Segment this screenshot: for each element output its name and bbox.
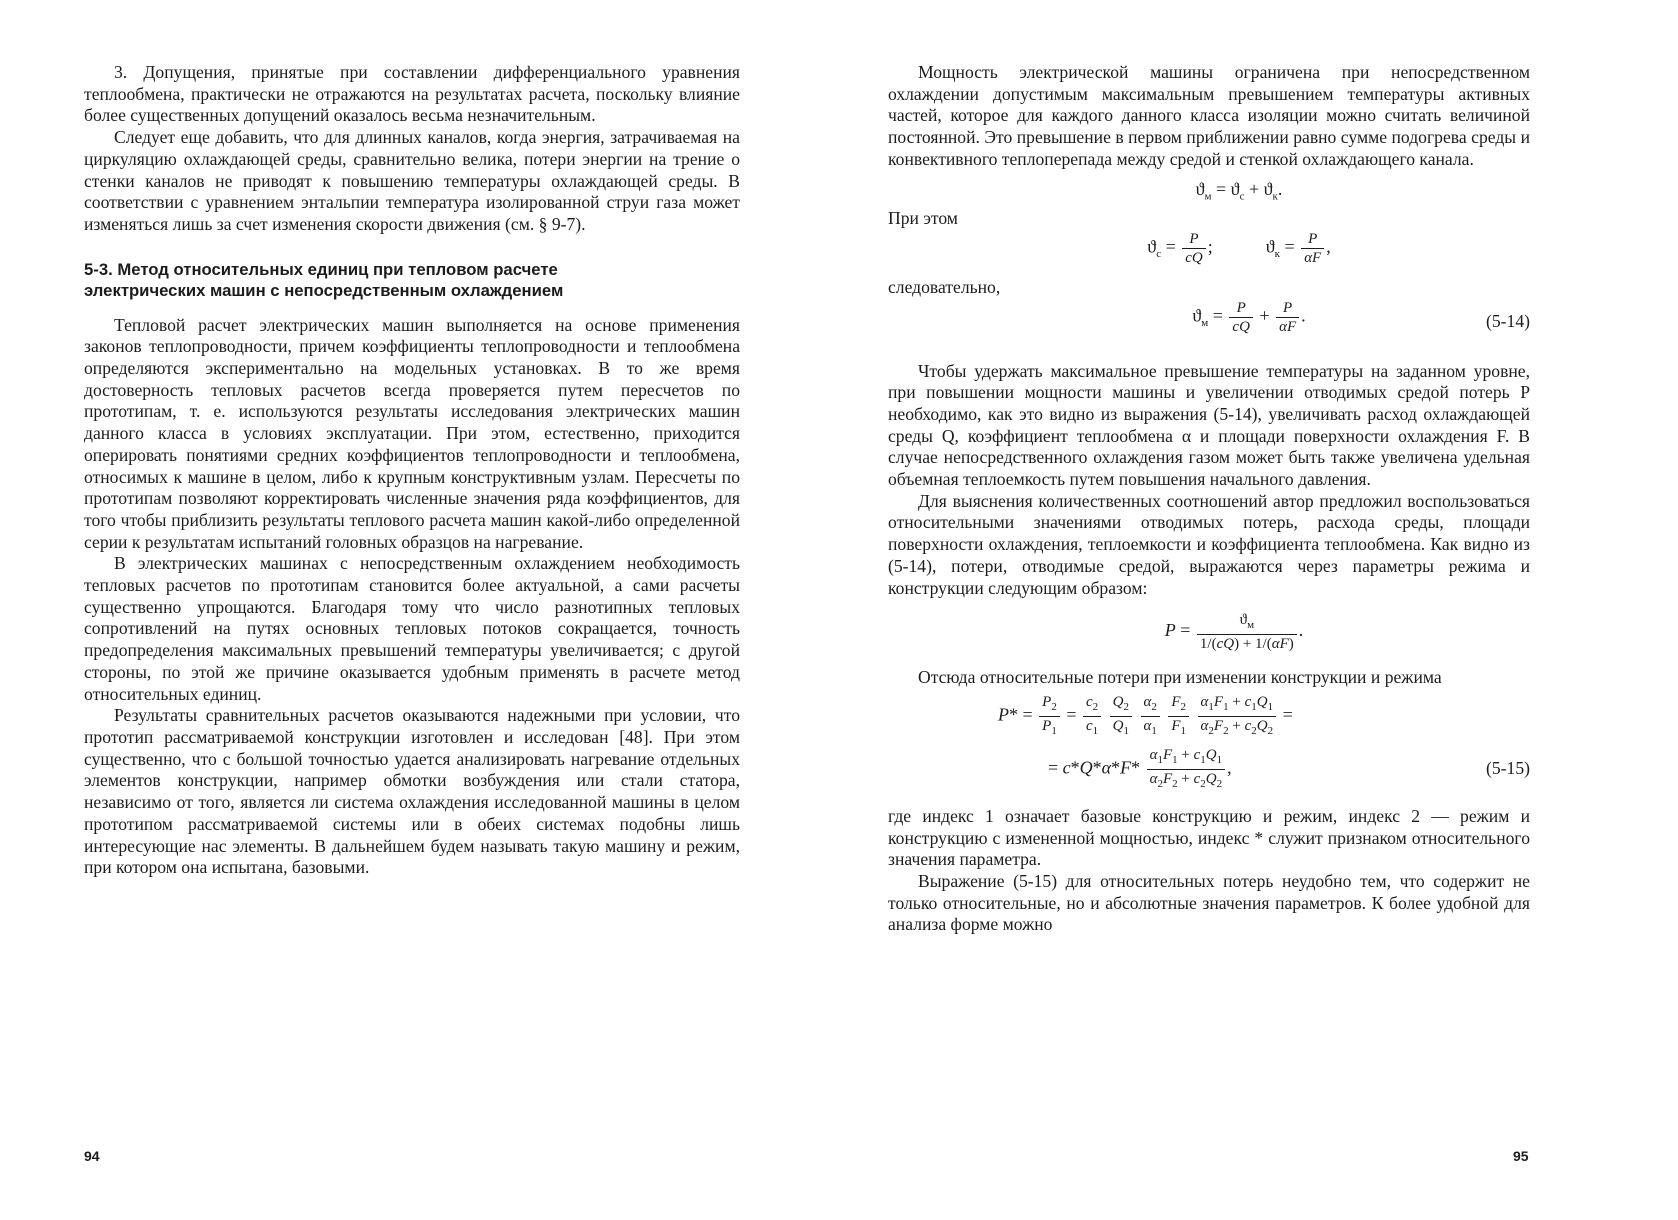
- paragraph: Результаты сравнительных расчетов оказываются надежными при условии, что прототип рассматриваемой конструкции изготовлен и исследован [48]. При этом существенно, что с большой точностью удается анализировать нагревание отдельных элементов конструкции, например обмотки возбуждения или стали статора, независимо от того, является ли система охлаждения исследованной машины в целом прототипом рассматриваемой системы или в обеих системах подобны лишь интересующие нас элементы. В дальнейшем будем называть такую машину и режим, при котором она испытана, базовыми.: [84, 705, 740, 878]
- paragraph: Следует еще добавить, что для длинных каналов, когда энергия, затрачиваемая на циркуляцию охлаждающей среды, сравнительно велика, потери энергии на трение о стенки каналов не приводят к повышению температуры охлаждающей среды. В соответствии с уравнением энтальпии температура изолированной струи газа может изменяться лишь за счет изменения скорости движения (см. § 9-7).: [84, 127, 740, 234]
- page-number: 94: [84, 1148, 100, 1164]
- equation-number: (5-15): [1486, 757, 1530, 778]
- section-heading: [84, 259, 740, 301]
- page-left: [84, 62, 740, 1172]
- equation-5-15: = c*Q*α*F* $\frac{\alpha_1F_1 + c_1Q_1}{\alpha_2F_2 + c_2Q_2}$ , (5-15): [1048, 746, 1530, 790]
- paragraph: Тепловой расчет электрических машин выполняется на основе применения законов теплопроводности, причем коэффициенты теплопроводности и теплообмена определяются экспериментально на модельных установках. В то же время достоверность тепловых расчетов всегда проверяется путем пересчетов по прототипам, т. е. используются результаты исследования электрических машин данного класса в условиях эксплуатации. При этом, естественно, приходится оперировать понятиями средних коэффициентов теплопроводности и теплообмена, относимых к машине в целом, либо к крупным конструктивным узлам. Пересчеты по прототипам позволяют корректировать численные значения ряда коэффициентов, для того чтобы приблизить результаты теплового расчета машин какой-либо определенной серии к результатам испытаний головных образцов на нагревание.: [84, 314, 740, 552]
- equation-p: P = $ϑ_м$ 1/(cQ) + 1/(αF) .: [1164, 612, 1304, 653]
- paragraph: 3. Допущения, принятые при составлении дифференциального уравнения теплообмена, практически не отражаются на результатах расчета, поскольку влияние более существенных допущений оказалось весьма незначительным.: [84, 62, 740, 126]
- paragraph: Для выяснения количественных соотношений автор предложил воспользоваться относительными значениями отводимых потерь, расхода среды, площади поверхности охлаждения, теплоемкости и коэффициента теплообмена. Как видно из (5-14), потери, отводимые средой, выражаются через параметры режима и конструкции следующим образом:: [888, 490, 1530, 598]
- paragraph: где индекс 1 означает базовые конструкцию и режим, индекс 2 — режим и конструкцию с измененной мощностью, индекс * служит признаком относительного значения параметра.: [888, 805, 1530, 870]
- page-number: 95: [1513, 1148, 1529, 1164]
- equation-theta-c-k: $ϑ_с$ = $\frac{P}{cQ}$ ; $ϑ_к$ = $\frac{P}{\alpha F}$ ,: [1147, 230, 1331, 266]
- equation-5-14: $ϑ_м$ = $\frac{P}{cQ}$ + $\frac{P}{\alpha F}$ . (5-14): [1192, 299, 1530, 335]
- equation-number: (5-14): [1486, 310, 1530, 331]
- paragraph: Отсюда относительные потери при изменении конструкции и режима: [918, 667, 1442, 688]
- equation-theta-m: $ϑ_м = ϑ_с + ϑ_к$.: [1195, 178, 1283, 203]
- section-heading-line: 5-3. Метод относительных единиц при тепловом расчете: [84, 259, 558, 279]
- page-right: [888, 62, 1530, 1172]
- paragraph: Выражение (5-15) для относительных потерь неудобно тем, что содержит не только относительные, но и абсолютные значения параметров. К более удобной для анализа форме можно: [888, 871, 1530, 935]
- paragraph: Мощность электрической машины ограничена при непосредственном охлаждении допустимым максимальным превышением температуры активных частей, которое для каждого данного класса изоляции можно считать величиной постоянной. Это превышение в первом приближении равно сумме подогрева среды и конвективного теплоперепада между средой и стенкой охлаждающего канала.: [888, 62, 1530, 169]
- text-line: При этом: [888, 208, 958, 229]
- equation-p-star-line1: P* = $\frac{P_2}{P_1}$ = $\frac{c_2}{c_1}$ $\frac{Q_2}{Q_1}$ $\frac{\alpha_2}{\alpha_1}$ $\frac{F_2}{F_1}$ $\frac{\alpha_1F_1 + c_1Q_1}{\alpha_2F_2 + c_2Q_2}$ =: [998, 693, 1293, 737]
- paragraph: Чтобы удержать максимальное превышение температуры на заданном уровне, при повышении мощности машины и увеличении отводимых средой потерь P необходимо, как это видно из выражения (5-14), увеличивать расход охлаждающей среды Q, коэффициент теплообмена α и площади поверхности охлаждения F. В случае непосредственного охлаждения газом может быть также увеличена удельная объемная теплоемкость путем повышения начального давления.: [888, 360, 1530, 490]
- text-line: следовательно,: [888, 276, 1001, 297]
- section-heading-line: электрических машин с непосредственным охлаждением: [84, 280, 564, 300]
- paragraph: В электрических машинах с непосредственным охлаждением необходимость тепловых расчетов по прототипам становится более актуальной, а сами расчеты существенно упрощаются. Благодаря тому что число разнотипных тепловых сопротивлений на путях основных тепловых потоков сокращается, точность предопределения максимальных превышений температуры увеличивается; с другой стороны, по этой же причине оказывается удобным применять в расчете метод относительных единиц.: [84, 553, 740, 704]
